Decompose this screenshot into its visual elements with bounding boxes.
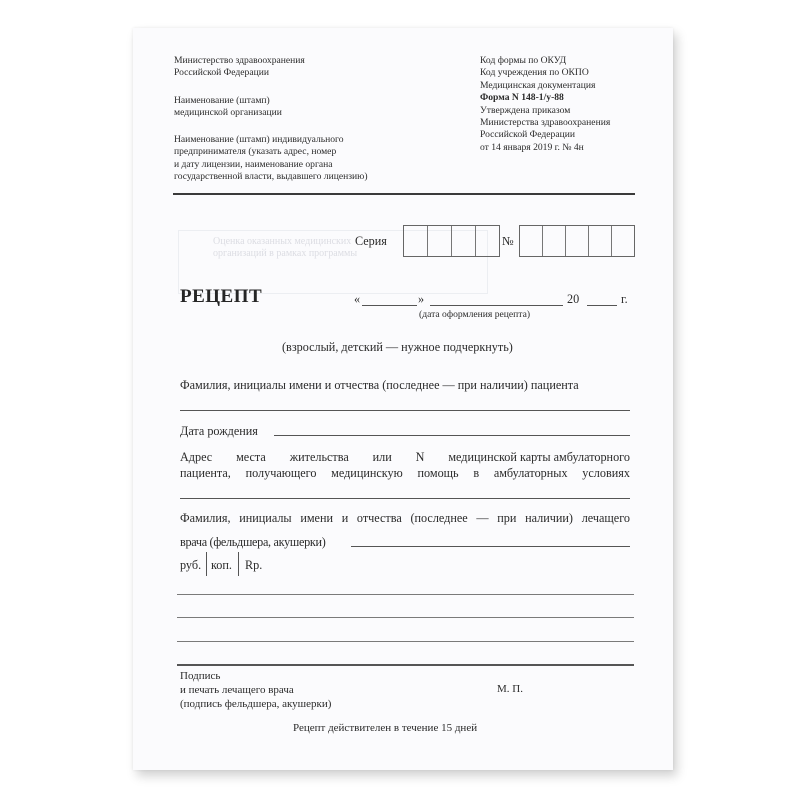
approved-by-line: Утверждена приказом: [480, 104, 571, 116]
page-title: РЕЦЕПТ: [180, 286, 263, 307]
doctor-name-field[interactable]: [351, 546, 630, 547]
patient-type-note[interactable]: (взрослый, детский — нужное подчеркнуть): [282, 340, 513, 354]
org-stamp-block: [174, 95, 282, 120]
medical-docs-label: Медицинская документация: [480, 79, 596, 91]
ghost-text: Оценка оказанных медицинских организаций в рамках программы: [213, 236, 358, 260]
number-cell[interactable]: [612, 226, 634, 256]
ministry-line: Российской Федерации: [174, 67, 269, 79]
date-open-quote: «: [354, 292, 361, 306]
address-label-line1: Адрес места жительства или N медицинской карты амбулаторного: [180, 450, 630, 464]
entrepreneur-stamp-line: государственной власти, выдавшего лицензию): [174, 171, 368, 183]
doctor-label-line2: врача (фельдшера, акушерки): [180, 535, 326, 549]
date-close-quote: »: [418, 292, 425, 306]
birth-date-label: Дата рождения: [180, 424, 258, 438]
okpo-code-label: Код учреждения по ОКПО: [480, 67, 589, 79]
okud-code-label: Код формы по ОКУД: [480, 55, 567, 66]
stamp-place-label: М. П.: [497, 683, 523, 695]
header-divider: [173, 193, 635, 195]
ministry-block: [174, 55, 305, 80]
year-prefix: 20: [567, 292, 580, 306]
order-date-line: от 14 января 2019 г. № 4н: [480, 141, 584, 153]
doctor-label-line1: Фамилия, инициалы имени и отчества (последнее — при наличии) лечащего: [180, 511, 630, 525]
number-cell[interactable]: [589, 226, 612, 256]
prescription-form-page: [133, 28, 673, 770]
signature-line: (подпись фельдшера, акушерки): [180, 698, 332, 710]
date-year-field[interactable]: [587, 305, 617, 306]
ministry-line: Министерство здравоохранения: [174, 55, 305, 66]
signature-line: и печать лечащего врача: [180, 684, 294, 696]
kop-divider: [238, 552, 239, 576]
entrepreneur-stamp-line: предпринимателя (указать адрес, номер: [174, 146, 337, 158]
rub-divider: [206, 552, 207, 576]
number-boxes[interactable]: [519, 225, 635, 257]
number-cell[interactable]: [566, 226, 589, 256]
entrepreneur-stamp-block: [174, 134, 368, 184]
rx-line[interactable]: [177, 664, 634, 666]
patient-name-label: Фамилия, инициалы имени и отчества (последнее — при наличии) пациента: [180, 378, 579, 392]
patient-name-field[interactable]: [180, 410, 630, 411]
rp-label: Rp.: [245, 558, 263, 572]
entrepreneur-stamp-line: и дату лицензии, наименование органа: [174, 158, 333, 170]
approved-by-line: Российской Федерации: [480, 129, 575, 141]
date-month-field[interactable]: [430, 305, 563, 306]
entrepreneur-stamp-line: Наименование (штамп) индивидуального: [174, 134, 344, 145]
signature-block: [180, 669, 331, 711]
org-stamp-line: медицинской организации: [174, 107, 282, 119]
validity-note: Рецепт действителен в течение 15 дней: [293, 722, 478, 734]
series-cell[interactable]: [428, 226, 452, 256]
date-caption: (дата оформления рецепта): [419, 309, 531, 320]
signature-line: Подпись: [180, 670, 221, 682]
rx-line[interactable]: [177, 617, 634, 618]
series-cell[interactable]: [452, 226, 476, 256]
kop-label: коп.: [211, 558, 232, 572]
rub-label: руб.: [180, 558, 202, 572]
form-codes-block: [480, 55, 610, 154]
birth-date-field[interactable]: [274, 435, 630, 436]
address-label-line2: пациента, получающего медицинскую помощь в амбулаторных условиях: [180, 466, 630, 480]
series-cell[interactable]: [404, 226, 428, 256]
number-cell[interactable]: [520, 226, 543, 256]
date-day-field[interactable]: [362, 305, 417, 306]
form-number: Форма N 148-1/у-88: [480, 92, 564, 104]
address-field[interactable]: [180, 498, 630, 499]
year-suffix: г.: [621, 292, 628, 306]
rx-line[interactable]: [177, 641, 634, 642]
org-stamp-line: Наименование (штамп): [174, 95, 270, 106]
rx-line[interactable]: [177, 594, 634, 595]
series-boxes[interactable]: [403, 225, 500, 257]
number-label: №: [502, 234, 514, 248]
approved-by-line: Министерства здравоохранения: [480, 117, 611, 129]
series-label: Серия: [355, 234, 387, 248]
series-cell[interactable]: [476, 226, 499, 256]
number-cell[interactable]: [543, 226, 566, 256]
